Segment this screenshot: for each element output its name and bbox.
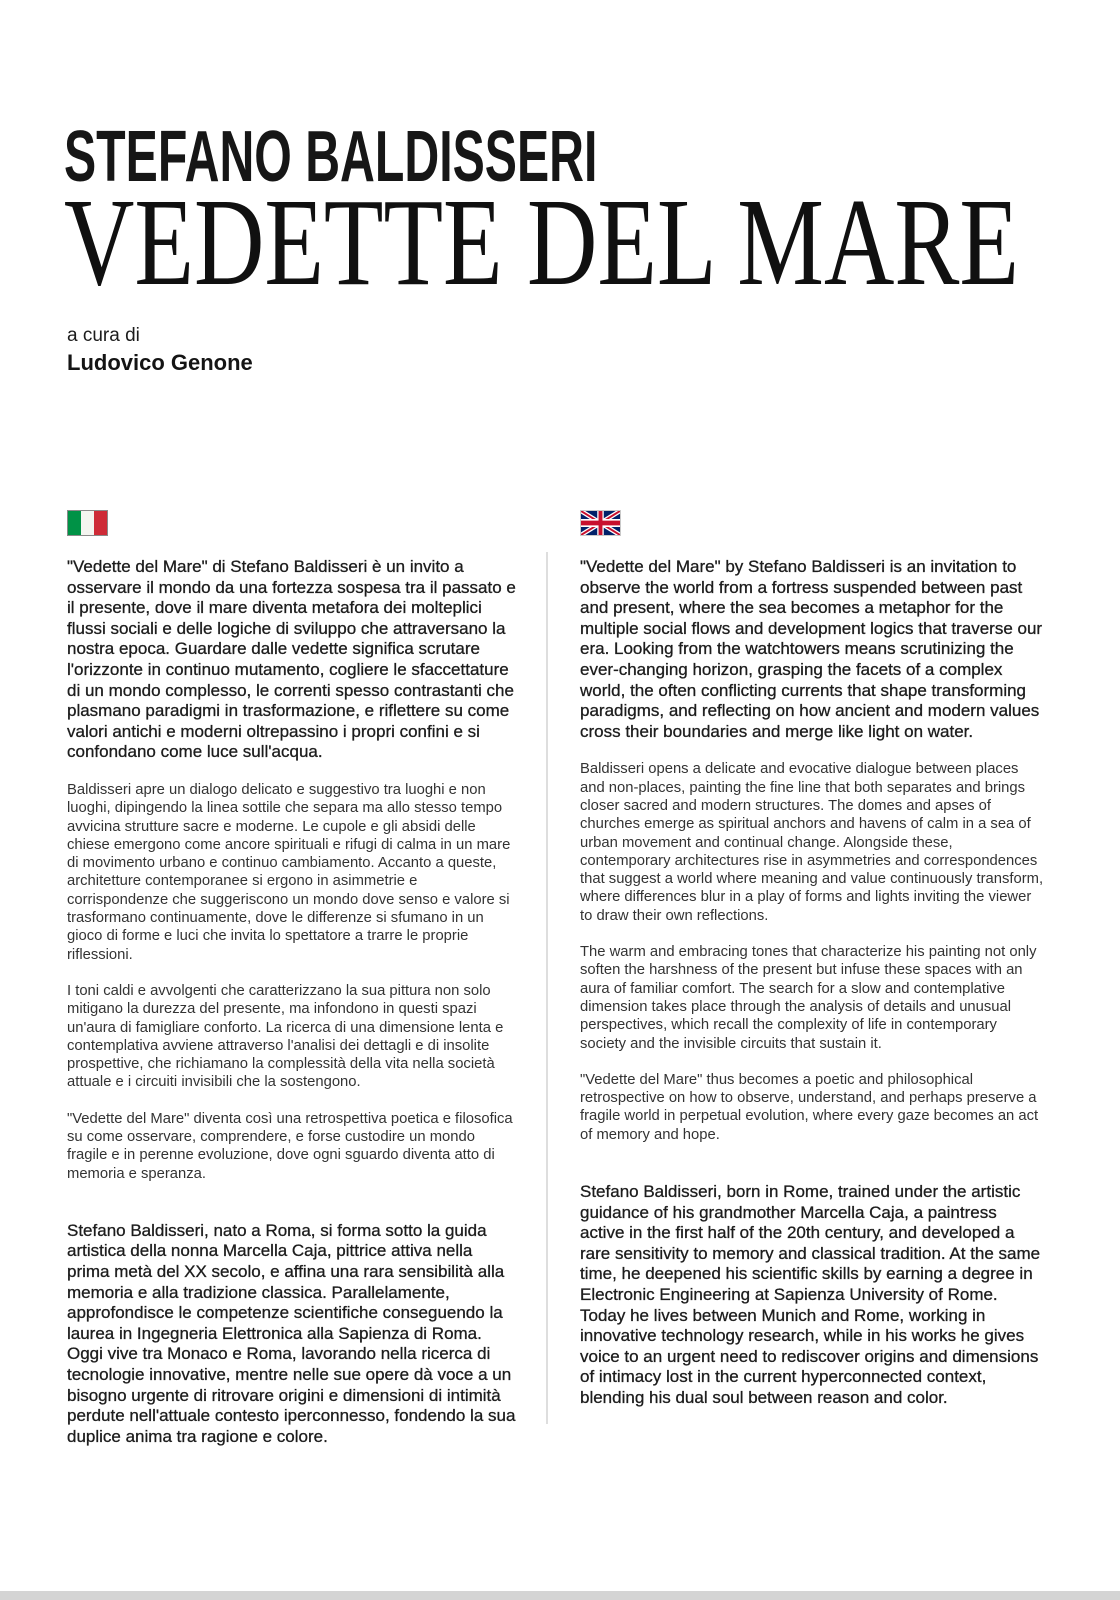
body-paragraph-it-2: I toni caldi e avvolgenti che caratterizzano la sua pittura non solo mitigano la durezza del presente, ma infondono in questi spazi un'aura di famigliare conforto. La ricerca di una dimensione lenta e contemplativa avviene attraverso l'analisi dei dettagli e di insolite prospettive, che richiamano la complessità della vita nella società attuale e i circuiti invisibili che la sostengono.	[67, 982, 504, 1091]
artist-name-title: STEFANO BALDISSERI	[64, 117, 598, 197]
body-paragraph-en-1: Baldisseri opens a delicate and evocative dialogue between places and non-places, painting the fine line that both separates and brings closer sacred and modern structures. The domes and apses of churches emerge as spiritual anchors and havens of calm in a sea of urban movement and continual change. Alongside these, contemporary architectures rise in asymmetries and correspondences that suggest a world where meaning and value continuously transform, where differences blur in a play of forms and lights inviting the viewer to draw their own reflections.	[580, 761, 1044, 924]
curator-block	[67, 324, 253, 376]
page-bottom-edge	[0, 1591, 1120, 1600]
bio-paragraph-en: Stefano Baldisseri, born in Rome, trained under the artistic guidance of his grandmother Marcella Caja, a paintress active in the first half of the 20th century, and developed a rare sensitivity to memory and classical tradition. At the same time, he deepened his scientific skills by earning a degree in Electronic Engineering at Sapienza University of Rome. Today he lives between Munich and Rome, working in innovative technology research, while in his works he gives voice to an urgent need to rediscover origins and dimensions of intimacy lost in the current hyperconnected context, blending his dual soul between reason and color.	[580, 1181, 1041, 1407]
intro-paragraph-it: "Vedette del Mare" di Stefano Baldisseri è un invito a osservare il mondo da una fortezza sospesa tra il passato e il presente, dove il mare diventa metafora dei molteplici flussi sociali e delle logiche di sviluppo che attraversano la nostra epoca. Guardare dalle vedette significa scrutare l'orizzonte in continuo mutamento, cogliere le sfaccettature di un mondo complesso, le correnti spesso contrastanti che plasmano paradigmi in trasformazione, e riflettere su come valori antichi e moderni oltrepassino i propri confini e si confondano come luce sull'acqua.	[67, 557, 516, 762]
body-paragraph-en-3: "Vedette del Mare" thus becomes a poetic and philosophical retrospective on how to observe, understand, and perhaps preserve a fragile world in perpetual evolution, where every gaze becomes an act of memory and hope.	[580, 1071, 1039, 1143]
intro-paragraph-en: "Vedette del Mare" by Stefano Baldisseri is an invitation to observe the world from a fortress suspended between past and present, where the sea becomes a metaphor for the multiple social flows and development logics that traverse our era. Looking from the watchtowers means scrutinizing the ever-changing horizon, grasping the facets of a complex world, the often conflicting currents that shape transforming paradigms, and reflecting on how ancient and modern values cross their boundaries and merge like light on water.	[580, 557, 1043, 741]
body-paragraph-it-3: "Vedette del Mare" diventa così una retrospettiva poetica e filosofica su come osservare, comprendere, e forse custodire un mondo fragile e in perenne evoluzione, dove ogni sguardo diventa atto di memoria e speranza.	[67, 1110, 513, 1182]
uk-flag-icon	[580, 510, 621, 536]
curator-prefix-label: a cura di	[67, 325, 140, 346]
column-divider	[546, 552, 548, 1424]
english-column	[580, 510, 1045, 1409]
curator-name: Ludovico Genone	[67, 350, 253, 375]
body-paragraph-en-2: The warm and embracing tones that characterize his painting not only soften the harshness of the present but infuse these spaces with an aura of familiar comfort. The search for a slow and contemplative dimension takes place through the analysis of details and unusual perspectives, which recall the complexity of life in contemporary society and the invisible circuits that sustain it.	[580, 944, 1037, 1052]
italy-flag-icon	[67, 510, 108, 536]
bio-paragraph-it: Stefano Baldisseri, nato a Roma, si forma sotto la guida artistica della nonna Marcella Caja, pittrice attiva nella prima metà del XX secolo, e affina una rara sensibilità alla memoria e alla tradizione classica. Parallelamente, approfondisce le competenze scientifiche conseguendo la laurea in Ingegneria Elettronica alla Sapienza di Roma. Oggi vive tra Monaco e Roma, lavorando nella ricerca di tecnologie innovative, mentre nelle sue opere dà voce a un bisogno urgente di ritrovare origini e dimensioni di intimità perdute nell'attuale contesto iperconnesso, fondendo la sua duplice anima tra ragione e colore.	[67, 1220, 516, 1446]
italian-column	[67, 510, 519, 1447]
body-paragraph-it-1: Baldisseri apre un dialogo delicato e suggestivo tra luoghi e non luoghi, dipingendo la linea sottile che separa ma allo stesso tempo avvicina strutture sacre e moderne. Le cupole e gli absidi delle chiese emergono come ancore spirituali e rifugi di calma in un mare di movimento urbano e continuo cambiamento. Accanto a queste, architetture contemporanee si ergono in asimmetrie e corrispondenze che suggeriscono un mondo dove senso e valore si trasformano continuamente, dove le differenze si sfumano in un gioco di forme e luci che invita lo spettatore a trarre le proprie riflessioni.	[67, 781, 511, 963]
exhibition-title: VEDETTE DEL MARE	[64, 174, 1019, 312]
